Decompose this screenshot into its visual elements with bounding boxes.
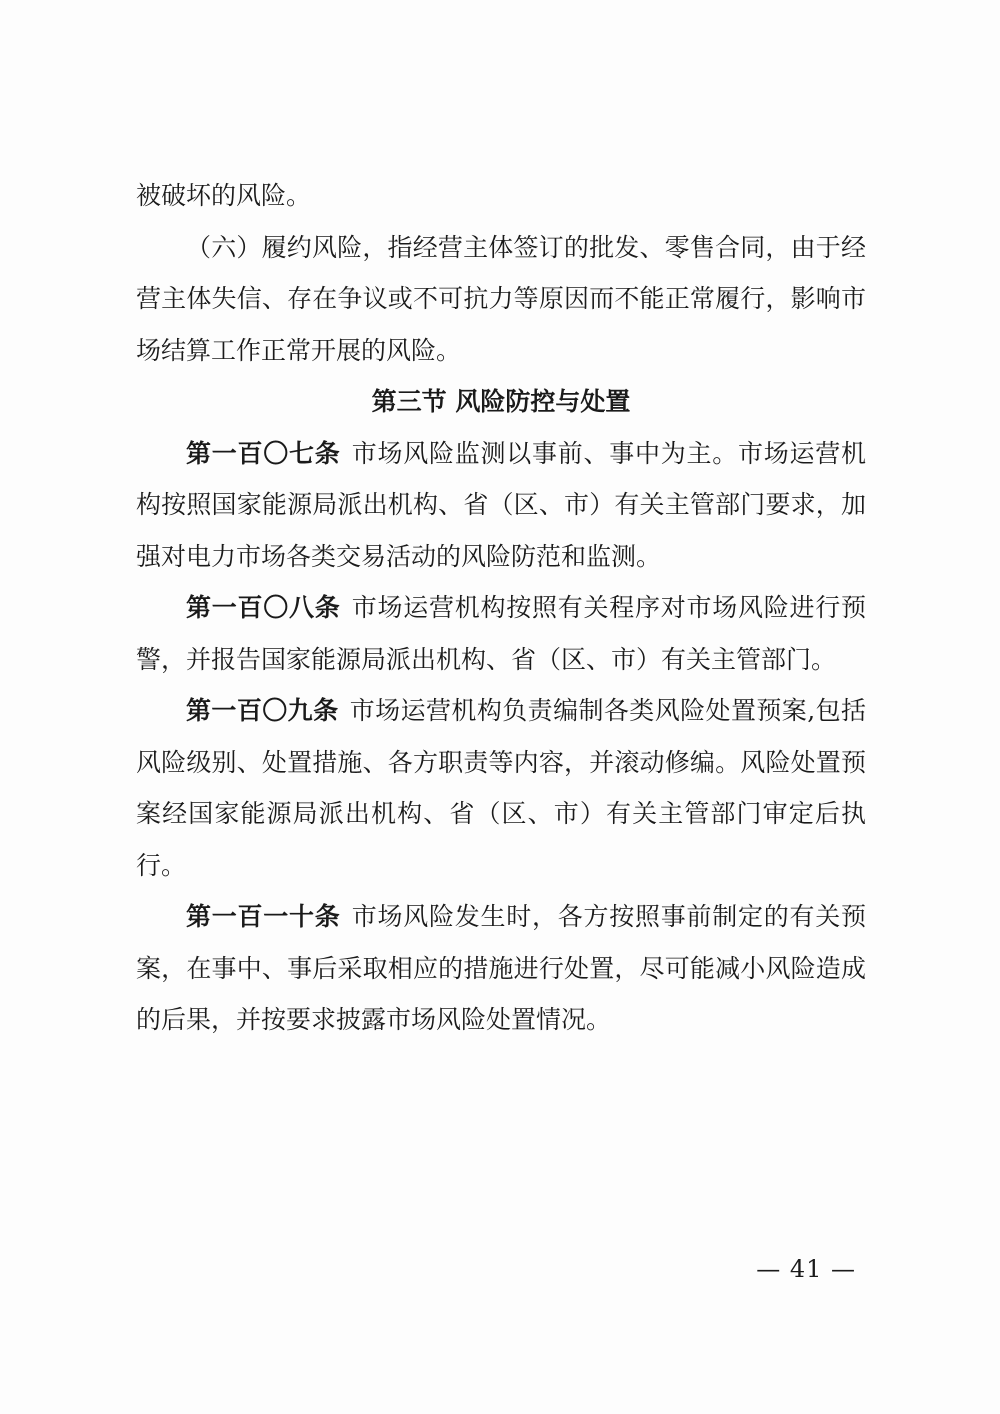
article-107-number: 第一百〇七条 xyxy=(186,438,341,468)
paragraph-article-109 xyxy=(136,685,866,891)
page-number: — 41 — xyxy=(756,1255,856,1283)
paragraph-article-107 xyxy=(136,428,866,583)
paragraph-item-six: （六）履约风险，指经营主体签订的批发、零售合同，由于经营主体失信、存在争议或不可抗力等原因而不能正常履行，影响市场结算工作正常开展的风险。 xyxy=(136,232,866,365)
article-110-number: 第一百一十条 xyxy=(186,902,341,931)
article-109-number: 第一百〇九条 xyxy=(186,696,339,725)
paragraph-continuation: 被破坏的风险。 xyxy=(136,181,312,210)
paragraph-article-110 xyxy=(136,891,866,1046)
article-109-text: 市场运营机构负责编制各类风险处置预案,包括风险级别、处置措施、各方职责等内容，并滚动修编。风险处置预案经国家能源局派出机构、省（区、市）有关主管部门审定后执行。 xyxy=(136,696,866,880)
article-108-text: 市场运营机构按照有关程序对市场风险进行预警，并报告国家能源局派出机构、省（区、市）有关主管部门。 xyxy=(136,593,866,674)
article-107-text: 市场风险监测以事前、事中为主。市场运营机构按照国家能源局派出机构、省（区、市）有关主管部门要求，加强对电力市场各类交易活动的风险防范和监测。 xyxy=(136,438,866,571)
article-110-text: 市场风险发生时，各方按照事前制定的有关预案，在事中、事后采取相应的措施进行处置，尽可能减小风险造成的后果，并按要求披露市场风险处置情况。 xyxy=(136,902,866,1034)
section-heading: 第三节 风险防控与处置 xyxy=(371,387,631,416)
document-content xyxy=(136,170,866,1046)
article-108-number: 第一百〇八条 xyxy=(186,593,341,622)
page-footer xyxy=(0,1252,856,1286)
paragraph-article-108 xyxy=(136,582,866,685)
